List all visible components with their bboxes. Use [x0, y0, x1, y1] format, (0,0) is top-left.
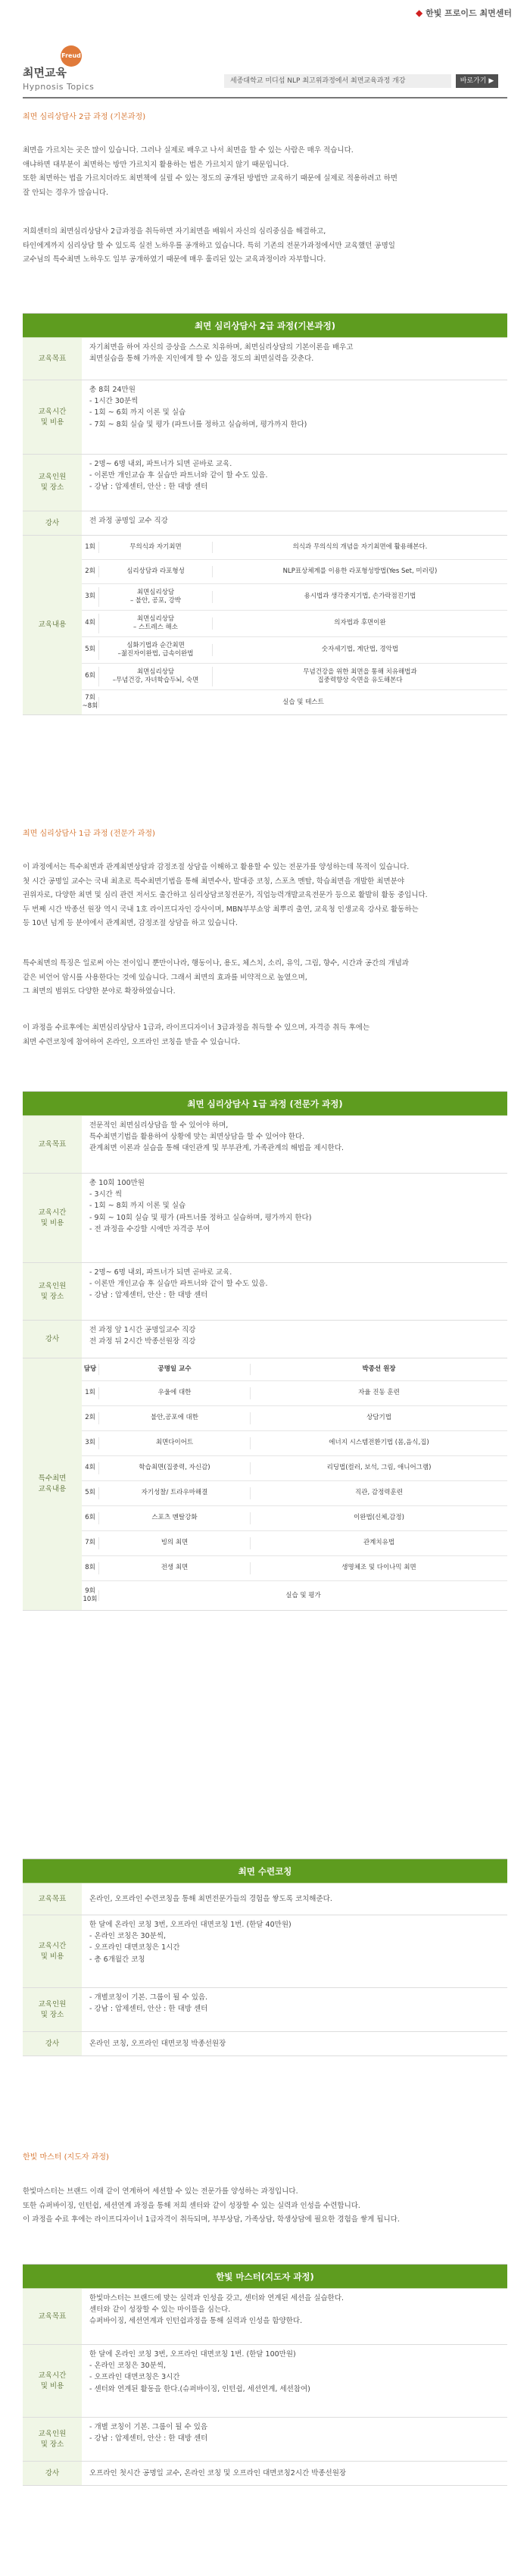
text-line: 전문적인 최면심리상담을 할 수 있어야 하며,	[89, 1121, 229, 1130]
table-row	[23, 2418, 507, 2462]
session-no: 2회	[85, 567, 95, 575]
session-no: 4회	[85, 1464, 95, 1472]
table-row	[23, 1915, 507, 1988]
page-header	[0, 21, 530, 92]
session-detail: 에너지 시스템전환기법 (몸,음식,집)	[250, 1437, 507, 1449]
table-row	[23, 338, 507, 380]
text-line: 교수님의 특수최면 노하우도 일부 공개하였기 때문에 매우 훌리된 있는 교육과정이라 자부합니다.	[23, 255, 326, 264]
intro-paragraph	[23, 1021, 507, 1049]
session-detail: 무념건강을 위한 최면을 통해 치유해법과 집중력향상 숙면을 유도해본다	[212, 667, 507, 687]
session-detail: 의자법과 후면이완	[212, 617, 507, 629]
header-notice: 세종대학교 미디섭 NLP 최고위과정에서 최면교육과정 개강	[224, 74, 451, 88]
table-row	[23, 2032, 507, 2056]
section-heading: 최면 심리상담사 1급 과정 (전문가 과정)	[23, 830, 155, 838]
table-row	[23, 2289, 507, 2345]
text-line: 온라인, 오프라인 수련코칭을 통해 최면전문가들의 경험을 쌓도록 코치해준다.	[89, 1894, 332, 1903]
brand-logo-icon: ◆	[416, 8, 423, 18]
text-line: - 강남 : 압제센터, 안산 : 한 대방 센터	[89, 1291, 208, 1300]
curriculum-row	[82, 1456, 507, 1481]
row-value	[82, 1321, 507, 1358]
curriculum-header	[82, 1358, 507, 1381]
text-line: - 오프라인 대면코칭은 3시간	[89, 2373, 180, 2382]
row-label: 강사	[23, 511, 82, 535]
curriculum-row	[82, 584, 507, 611]
intro-paragraph	[23, 957, 507, 999]
text-line: - 오프라인 대면코칭은 1시간	[89, 1943, 180, 1952]
session-no: 6회	[85, 1514, 95, 1522]
table-row	[23, 2462, 507, 2486]
curriculum-row	[82, 611, 507, 637]
text-line: - 강남 : 압제센터, 안산 : 한 대방 센터	[89, 2005, 208, 2014]
row-value	[82, 1988, 507, 2031]
section-heading: 최면 심리상담사 2급 과정 (기본과정)	[23, 113, 146, 121]
session-no: 1회	[85, 1389, 95, 1397]
text-line: 첫 시간 공명일 교수는 국내 최초로 특수최면기법을 통해 최면수사, 발대증 코칭, 스포츠 멘탈, 학습최면을 개발한 최면분야	[23, 877, 405, 886]
session-detail: 의식과 무의식의 개념을 자기최면에 활용해본다.	[212, 542, 507, 553]
session-detail: 생명체조 및 다이나믹 최면	[250, 1562, 507, 1574]
row-value	[82, 338, 507, 380]
text-line: 한빛마스터는 브랜드 이래 같이 연계하여 세션할 수 있는 전문가를 양성하는 과정입니다.	[23, 2187, 298, 2196]
text-line: 그 최면의 범위도 다양한 분야로 확장하였습니다.	[23, 987, 176, 996]
course-table	[23, 1859, 507, 2056]
row-label: 교육인원 및 장소	[23, 1988, 82, 2031]
table-row	[23, 511, 507, 536]
text-line: - 온라인 코칭은 30분씩,	[89, 2362, 167, 2371]
row-label: 교육목표	[23, 1116, 82, 1173]
text-line: 또한 최면하는 법을 가르치더라도 최면책에 실릴 수 있는 정도의 공개된 방법만 교육하기 때문에 실제로 적용하려고 하면	[23, 174, 398, 183]
text-line: - 온라인 코칭은 30분씩,	[89, 1932, 167, 1941]
curriculum-row	[82, 690, 507, 714]
session-no: 6회	[85, 672, 95, 680]
text-line: 전 과정 앞 1시간 공명일교수 직강	[89, 1326, 196, 1334]
text-line: 등 10년 넘게 등 분야에서 관계최면, 감정조절 상담을 하고 있습니다.	[23, 919, 238, 928]
text-line: 권위자로, 다양한 최면 및 심리 관련 저서도 출간하고 심리상담코칭전문가, 직업능력개발교육전문가 등으로 활발히 활동 중입니다.	[23, 891, 428, 900]
text-line: 특수최면기법을 활용하여 상황에 맞는 최면상담을 할 수 있어야 한다.	[89, 1133, 305, 1142]
row-value	[82, 1884, 507, 1915]
text-line: 최면실습을 통해 가까운 지인에게 할 수 있을 정도의 최면실력을 갖춘다.	[89, 355, 314, 364]
text-line: - 1회 ~ 8회 까지 이론 및 실습	[89, 1202, 186, 1211]
curriculum-table	[82, 536, 507, 714]
table-row	[23, 1263, 507, 1321]
row-label: 교육시간 및 비용	[23, 380, 82, 454]
text-line: 총 10회 100만원	[89, 1179, 145, 1187]
text-line: 타인에게까지 심리상담 할 수 있도록 실전 노하우를 공개하고 있습니다. 특히 기존의 전문가과정에서만 교육했던 공명일	[23, 241, 395, 250]
row-label: 교육목표	[23, 2289, 82, 2344]
brand[interactable]	[416, 6, 512, 21]
curriculum-row	[82, 1481, 507, 1506]
session-topic: 전생 최면	[98, 1562, 250, 1574]
text-line: 이 과정을 수료 후에는 라이프디자이너 1급자격이 취득되며, 부부상담, 가족상담, 학생상담에 필요한 경험을 쌓게 됩니다.	[23, 2215, 400, 2224]
row-value: 오프라인 첫시간 공명일 교수, 온라인 코칭 및 오프라인 대면코칭2시간 박종선원장	[89, 2468, 347, 2478]
text-line: - 2명~ 6명 내외, 파트너가 되면 곧바로 교육.	[89, 1268, 232, 1277]
column-header: 공명일 교수	[98, 1364, 250, 1375]
session-topic: 빙의 최면	[98, 1537, 250, 1549]
course-title: 최면 심리상담사 1급 과정 (전문가 과정)	[23, 1092, 507, 1116]
row-value	[82, 1116, 507, 1173]
row-value	[82, 2289, 507, 2344]
row-value: 전 과정 공명일 교수 직강	[89, 517, 168, 525]
session-detail: 이완법(신체,감정)	[250, 1512, 507, 1524]
text-line: 슈퍼바이징, 세션연계과 인턴쉽과정을 통해 실력과 인성을 함양한다.	[89, 2317, 303, 2326]
curriculum-row	[82, 1431, 507, 1456]
curriculum-row	[82, 1506, 507, 1531]
text-line: 한 달에 온라인 코칭 3번, 오프라인 대면코칭 1번. (한달 40만원)	[89, 1921, 292, 1929]
curriculum-row	[82, 1581, 507, 1610]
row-value	[82, 1174, 507, 1262]
text-line: 센터와 같이 성장할 수 있는 마이뜰을 심는다.	[89, 2306, 231, 2315]
row-label: 교육인원 및 장소	[23, 455, 82, 511]
row-label: 교육목표	[23, 338, 82, 380]
session-detail: 직관, 감정력훈련	[250, 1487, 507, 1499]
row-value	[82, 2418, 507, 2461]
text-line: 같은 비언어 암시를 사용한다는 것에 있습니다. 그래서 최면의 효과를 비약적으로 높였으며,	[23, 973, 307, 982]
table-row	[23, 455, 507, 511]
text-line: 이 과정에서는 특수최면과 관계최면상담과 감정조절 상담을 이해하고 활용할 수 있는 전문가를 양성하는데 목적이 있습니다.	[23, 863, 410, 871]
text-line: - 센터와 연계된 활동을 한다.(슈퍼바이징, 인턴쉽, 세션연계, 세션참여)	[89, 2384, 310, 2393]
session-detail: 숫자세기법, 계단법, 경악법	[212, 644, 507, 655]
page-title: 최면교육	[23, 66, 67, 80]
text-line: 한 달에 온라인 코칭 3번, 오프라인 대면코칭 1번. (한달 100만원)	[89, 2350, 296, 2359]
session-topic: 최면심리상담 – 불안, 공포, 강박	[98, 587, 212, 608]
text-line: 최면을 가르치는 곳은 많이 있습니다. 그러나 실제로 배우고 나서 최면을 할 수 있는 사람은 매우 적습니다.	[23, 146, 354, 155]
row-value	[82, 455, 507, 511]
table-row	[23, 536, 507, 715]
row-label: 특수최면 교육내용	[23, 1358, 82, 1610]
text-line: - 9회 ~ 10회 실습 및 평가 (파트너를 정하고 실습하며, 평가까지 한다)	[89, 1213, 312, 1222]
session-no: 4회	[85, 619, 95, 627]
session-detail: 자율 진동 훈련	[250, 1387, 507, 1399]
course-table	[23, 313, 507, 715]
session-no: 1회	[85, 542, 95, 551]
text-line: 저희센터의 최면심리상담사 2급과정을 취득하면 자기최면을 배워서 자신의 심리중심을 해결하고,	[23, 227, 326, 236]
row-label: 강사	[23, 2032, 82, 2055]
session-topic: 스포츠 멘탈강화	[98, 1512, 250, 1524]
row-label: 교육인원 및 장소	[23, 1263, 82, 1320]
text-line: - 3시간 씩	[89, 1190, 123, 1199]
curriculum-row	[82, 664, 507, 690]
session-no: 5회	[85, 646, 95, 654]
row-label: 교육내용	[23, 536, 82, 714]
table-row	[23, 1321, 507, 1358]
table-row	[23, 1174, 507, 1263]
intro-paragraph	[23, 144, 507, 200]
header-divider	[23, 97, 507, 98]
session-no: 3회	[85, 592, 95, 601]
session-detail: NLP표상체계를 이용한 라포형성방법(Yes Set, 미러링)	[212, 566, 507, 577]
curriculum-row	[82, 1406, 507, 1431]
session-topic: 우울에 대한	[98, 1387, 250, 1399]
session-no: 7회	[85, 1539, 95, 1547]
session-detail: 상담기법	[250, 1412, 507, 1424]
text-line: 총 8회 24만원	[89, 386, 136, 394]
session-no: 7회 ~8회	[82, 693, 98, 710]
session-detail: 실습 및 평가	[98, 1590, 507, 1601]
row-value	[82, 380, 507, 454]
text-line: - 전 과정을 수강할 시에만 자격증 부여	[89, 1224, 210, 1233]
curriculum-row	[82, 560, 507, 584]
text-line: - 이론만 개인교습 후 실습만 파트너와 같이 할 수도 있음.	[89, 1280, 268, 1289]
row-value	[82, 1263, 507, 1320]
curriculum-row	[82, 1556, 507, 1581]
text-line: 애냐하면 대부분이 최면하는 방만 가르치지 활용하는 법은 가르치지 않기 때문입니다.	[23, 160, 289, 169]
curriculum-row	[82, 536, 507, 560]
text-line: - 1시간 30분씩	[89, 397, 139, 406]
row-label: 교육목표	[23, 1884, 82, 1915]
page-subtitle: Hypnosis Topics	[23, 82, 95, 92]
text-line: 잘 안되는 경우가 많습니다.	[23, 188, 109, 197]
freud-badge: Freud	[61, 45, 82, 67]
row-label: 교육시간 및 비용	[23, 2345, 82, 2417]
text-line: - 총 6개월간 코칭	[89, 1955, 145, 1964]
text-line: - 1회 ~ 6회 까지 이론 및 실습	[89, 408, 186, 417]
session-no: 2회	[85, 1414, 95, 1422]
curriculum-row	[82, 1381, 507, 1406]
shortcut-button[interactable]: 바로가기 ▶	[456, 74, 498, 88]
table-row	[23, 380, 507, 455]
brand-name: 한빛 프로이드 최면센터	[426, 8, 512, 18]
course-table	[23, 2264, 507, 2486]
text-line: 관계최면 이론과 실습을 통해 대인관계 및 부부관계, 가족관계의 해법을 제시한다.	[89, 1144, 344, 1153]
session-no: 3회	[85, 1439, 95, 1447]
session-topic: 심화기법과 순간최면 –젊진자이완법, 급속이완법	[98, 640, 212, 661]
table-row	[23, 1884, 507, 1915]
session-topic: 자기성찰/ 트라우마해결	[98, 1487, 250, 1499]
course-title: 한빛 마스터(지도자 과정)	[23, 2265, 507, 2289]
text-line: 최면 수련코칭에 참여하여 온라인, 오프라인 코칭을 받을 수 있습니다.	[23, 1037, 241, 1046]
text-line: 한빛마스터는 브랜드에 맞는 실력과 인성을 갖고, 센터와 연계된 세션을 실습한다.	[89, 2294, 344, 2302]
session-no: 5회	[85, 1489, 95, 1497]
session-topic: 심리상담과 라포형성	[98, 566, 212, 577]
row-label: 교육인원 및 장소	[23, 2418, 82, 2461]
text-line: 이 과정을 수료후에는 최면심리상담사 1급과, 라이프디자이너 3급과정을 취득할 수 있으며, 자격증 취득 후에는	[23, 1024, 370, 1032]
session-topic: 최면심리상담 – 스트레스 해소	[98, 614, 212, 634]
row-label: 교육시간 및 비용	[23, 1174, 82, 1262]
session-no: 9회 10회	[83, 1587, 98, 1603]
session-topic: 최면다이어트	[98, 1437, 250, 1449]
course-title: 최면 수련코칭	[23, 1859, 507, 1884]
text-line: 특수최면의 특징은 일로써 아는 전이입니 뿐만이나라, 행동이나, 용도, 체스치, 소리, 유익, 그림, 향수, 시간과 공간의 개념과	[23, 959, 409, 968]
text-line: 자기최면을 하여 자신의 증상을 스스로 치유하며, 최면심리상담의 기본이론을 배우고	[89, 343, 354, 352]
course-table	[23, 1091, 507, 1611]
session-no: 8회	[85, 1564, 95, 1572]
session-detail: 실습 및 테스트	[98, 697, 507, 708]
intro-paragraph	[23, 861, 507, 931]
curriculum-table	[82, 1358, 507, 1610]
text-line: 전 과정 뒤 2시간 박종선원장 직강	[89, 1337, 196, 1346]
text-line: 두 번째 시간 박종선 원장 역시 국내 1호 라이프디자인 강사이며, MBN부부쇼앙 최뿌리 출연, 교육청 인생교육 강사로 활동하는	[23, 905, 419, 914]
text-line: 또한 슈퍼바이징, 인턴쉽, 세션연계 과정을 통해 저희 센터와 같이 성장할 수 있는 실력과 인성을 수련합니다.	[23, 2201, 360, 2210]
table-row	[23, 1988, 507, 2032]
row-value	[82, 2345, 507, 2417]
session-topic: 학습최면(집중력, 자신감)	[98, 1462, 250, 1474]
row-value: 온라인 코칭, 오프라인 대면코칭 박종선원장	[89, 2039, 226, 2048]
column-header: 담당	[83, 1365, 97, 1373]
intro-paragraph	[23, 2185, 507, 2227]
session-detail: 관계치유법	[250, 1537, 507, 1549]
table-row	[23, 2345, 507, 2418]
row-label: 교육시간 및 비용	[23, 1915, 82, 1987]
text-line: - 개별코칭이 기본. 그룹이 될 수 있음.	[89, 1993, 208, 2002]
session-detail: 리딩법(컬러, 보석, 그림, 애니어그램)	[250, 1462, 507, 1474]
session-topic: 불안,공포에 대한	[98, 1412, 250, 1424]
row-value	[82, 1915, 507, 1987]
text-line: - 강남 : 압제센터, 안산 : 한 대방 센터	[89, 483, 208, 492]
text-line: - 2명~ 6명 내외, 파트너가 되면 곧바로 교육.	[89, 460, 232, 468]
top-bar	[0, 0, 530, 21]
table-row	[23, 1358, 507, 1611]
text-line: - 강남 : 압제센터, 안산 : 한 대방 센터	[89, 2434, 208, 2443]
text-line: - 7회 ~ 8회 실습 및 평가 (파트너를 정하고 실습하며, 평가까지 한다)	[89, 420, 307, 429]
session-detail: 용시법과 생각중지기법, 손가락점진기법	[212, 591, 507, 602]
column-header: 박종선 원장	[250, 1364, 507, 1375]
session-topic: 무의식과 자기최면	[98, 542, 212, 553]
row-label: 강사	[23, 1321, 82, 1358]
curriculum-row	[82, 1531, 507, 1556]
session-topic: 최면심리상담 –무념건강, 자녀학습두뇌, 숙면	[98, 667, 212, 687]
row-label: 강사	[23, 2462, 82, 2485]
section-heading: 한빛 마스터 (지도자 과정)	[23, 2153, 109, 2162]
table-row	[23, 1116, 507, 1174]
course-title: 최면 심리상담사 2급 과정(기본과정)	[23, 314, 507, 338]
text-line: - 이론만 개인교습 후 실습만 파트너와 같이 할 수도 있음.	[89, 471, 268, 480]
curriculum-row	[82, 637, 507, 664]
text-line: - 개별 코칭이 기본. 그룹이 될 수 있음	[89, 2423, 208, 2431]
intro-paragraph	[23, 225, 507, 267]
